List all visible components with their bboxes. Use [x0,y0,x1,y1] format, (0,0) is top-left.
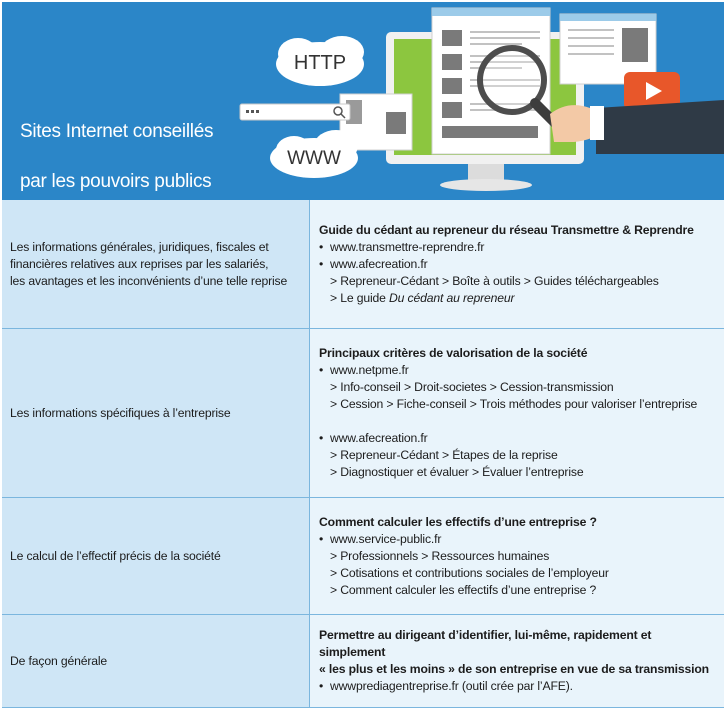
nav-path: > Cotisations et contributions sociales de l’employeur [330,565,609,580]
nav-path: > Comment calculer les effectifs d’une entreprise ? [330,582,597,597]
table-row [2,615,724,708]
http-label: HTTP [293,52,347,74]
resource-heading: Permettre au dirigeant d’identifier, lui-même, rapidement et simplement [319,628,652,659]
website-link[interactable]: • www.afecreation.fr [319,430,718,447]
table-row [2,498,724,615]
resource-heading: Principaux critères de valorisation de la société [319,346,588,360]
row-resources [310,329,724,497]
spacer [319,413,718,430]
row-topic-line: financières relatives aux reprises par les salariés, [10,256,269,271]
row-topic: Le calcul de l’effectif précis de la société [2,498,310,614]
search-bar-icon [240,104,350,120]
nav-path: > Cession > Fiche-conseil > Trois méthodes pour valoriser l’entreprise [330,397,698,411]
website-link[interactable]: • wwwprediagentreprise.fr (outil crée par l’AFE). [319,678,718,695]
row-topic [2,200,310,328]
header-banner [2,2,724,200]
nav-path [319,290,718,307]
row-resources [310,200,724,328]
table-row [2,329,724,498]
nav-path-prefix: > Le guide [330,290,390,305]
nav-path: > Repreneur-Cédant > Étapes de la reprise [330,448,558,462]
website-link[interactable]: • www.afecreation.fr [319,256,718,273]
row-topic-line: Les informations générales, juridiques, fiscales et [10,239,269,254]
www-label: WWW [287,148,341,169]
website-link[interactable]: • www.transmettre-reprendre.fr [319,239,718,256]
website-link[interactable]: • www.netpme.fr [319,362,718,379]
page-title-line-2: par les pouvoirs publics [20,171,212,192]
page-title-line-1: Sites Internet conseillés [20,121,214,142]
row-resources [310,615,724,707]
website-link[interactable]: • www.service-public.fr [319,531,718,548]
row-resources [310,498,724,614]
row-topic: Les informations spécifiques à l’entreprise [2,329,310,497]
resource-heading: Comment calculer les effectifs d’une entreprise ? [319,514,597,529]
resource-heading: « les plus et les moins » de son entreprise en vue de sa transmission [319,662,709,676]
row-topic: De façon générale [2,615,310,707]
page-title [20,94,213,200]
row-topic-line: les avantages et les inconvénients d’une telle reprise [10,273,288,288]
guide-title: Du cédant au repreneur [389,290,515,305]
resource-heading: Guide du cédant au repreneur du réseau Transmettre & Reprendre [319,222,694,237]
nav-path: > Diagnostiquer et évaluer > Évaluer l’entreprise [330,465,584,479]
table-row [2,200,724,329]
nav-path: > Repreneur-Cédant > Boîte à outils > Guides téléchargeables [330,273,659,288]
nav-path: > Professionnels > Ressources humaines [330,548,550,563]
nav-path: > Info-conseil > Droit-societes > Cession-transmission [330,380,614,394]
